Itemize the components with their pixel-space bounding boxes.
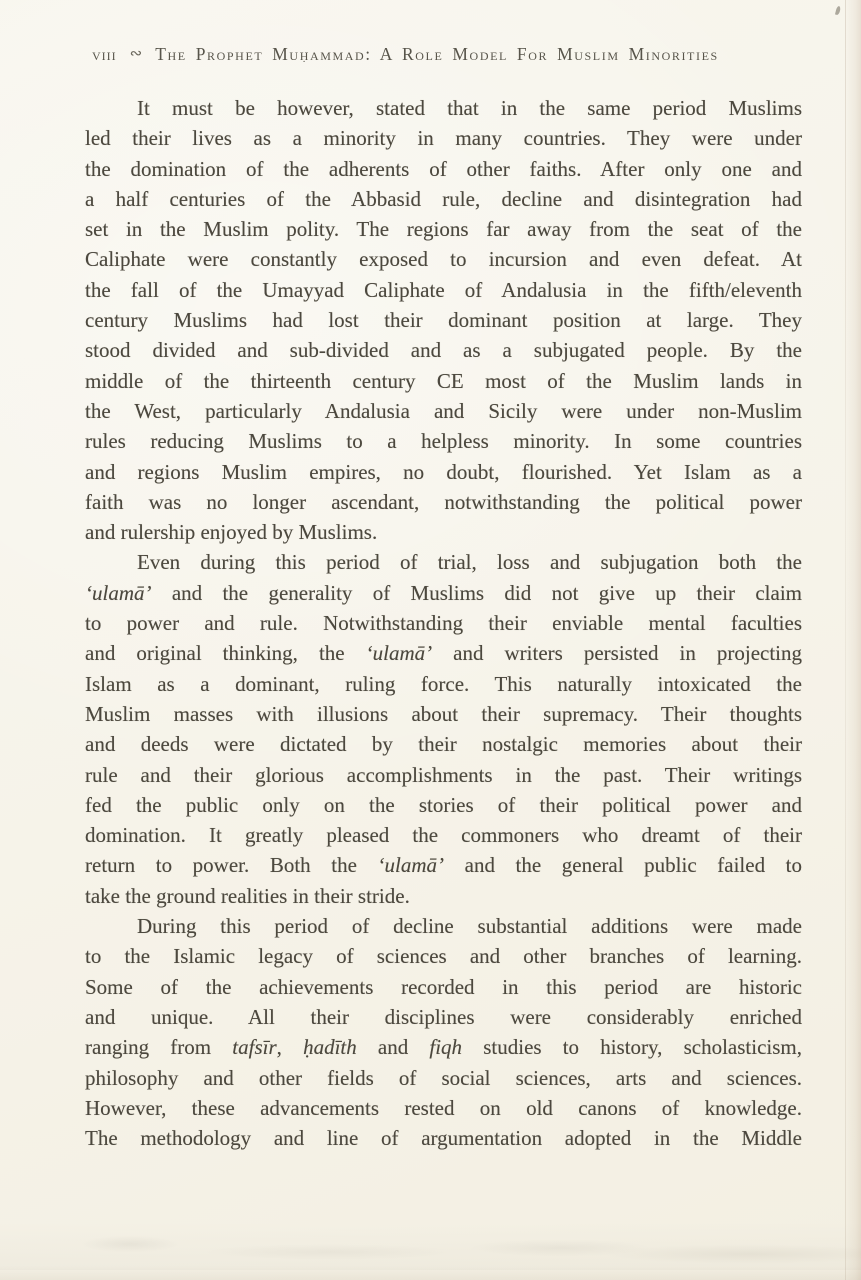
text-segment: Muslim masses with illusions about their supremacy. Their thoughts	[85, 701, 802, 726]
text-segment: to the Islamic legacy of sciences and other branches of learning.	[85, 944, 802, 969]
text-line	[85, 820, 802, 850]
text-line	[85, 426, 802, 456]
italic-term: ‘ulamā’	[85, 580, 152, 605]
text-line	[85, 154, 802, 184]
text-segment: Some of the achievements recorded in this period are historic	[85, 974, 802, 999]
text-line	[85, 396, 802, 426]
text-segment: Islam as a dominant, ruling force. This naturally intoxicated the	[85, 671, 802, 696]
text-segment: rules reducing Muslims to a helpless minority. In some countries	[85, 429, 802, 454]
text-segment: and original thinking, the	[85, 641, 366, 666]
text-line	[85, 1002, 802, 1032]
text-line	[85, 1032, 802, 1062]
text-segment: studies to history, scholasticism,	[462, 1035, 802, 1060]
text-segment: ranging from	[85, 1035, 233, 1060]
text-line	[85, 487, 802, 517]
text-line	[85, 123, 802, 153]
running-title: The Prophet Muḥammad: A Role Model For Muslim Minorities	[155, 44, 719, 64]
text-line	[85, 305, 802, 335]
page-number: viii	[92, 44, 117, 64]
text-line	[85, 911, 802, 941]
page-edge-line	[845, 0, 846, 1280]
text-line	[85, 669, 802, 699]
header-ornament-icon: ∾	[129, 44, 143, 62]
text-segment: and rulership enjoyed by Muslims.	[85, 520, 378, 545]
text-line	[85, 941, 802, 971]
text-segment: stood divided and sub-divided and as a subjugated people. By the	[85, 338, 802, 363]
text-line	[85, 699, 802, 729]
text-segment: faith was no longer ascendant, notwithstanding the political power	[85, 489, 802, 514]
text-line	[85, 93, 802, 123]
text-segment: take the ground realities in their stride.	[85, 883, 410, 908]
text-segment: domination. It greatly pleased the commoners who dreamt of their	[85, 823, 802, 848]
text-line	[85, 1063, 802, 1093]
text-segment: and the general public failed to	[444, 853, 802, 878]
text-segment: the fall of the Umayyad Caliphate of Andalusia in the fifth/eleventh	[85, 277, 802, 302]
text-line	[85, 638, 802, 668]
text-segment: the domination of the adherents of other faiths. After only one and	[85, 156, 802, 181]
text-segment: However, these advancements rested on old canons of knowledge.	[85, 1095, 802, 1120]
text-segment: rule and their glorious accomplishments in the past. Their writings	[85, 762, 802, 787]
paragraph	[85, 547, 802, 911]
text-line	[85, 275, 802, 305]
text-line	[85, 184, 802, 214]
text-segment: to power and rule. Notwithstanding their enviable mental faculties	[85, 611, 802, 636]
text-segment: fed the public only on the stories of their political power and	[85, 792, 802, 817]
text-segment: and	[356, 1035, 430, 1060]
text-segment: and regions Muslim empires, no doubt, flourished. Yet Islam as a	[85, 459, 802, 484]
text-line	[85, 972, 802, 1002]
text-line	[85, 850, 802, 880]
text-segment: philosophy and other fields of social sciences, arts and sciences.	[85, 1065, 802, 1090]
italic-term: ‘ulamā’	[365, 641, 433, 666]
text-segment: middle of the thirteenth century CE most of the Muslim lands in	[85, 368, 802, 393]
text-line	[85, 335, 802, 365]
text-line	[85, 517, 802, 547]
text-segment: and deeds were dictated by their nostalgic memories about their	[85, 732, 802, 757]
text-line	[85, 790, 802, 820]
text-line	[85, 214, 802, 244]
text-segment: set in the Muslim polity. The regions far away from the seat of the	[85, 217, 802, 242]
text-segment: a half centuries of the Abbasid rule, decline and disintegration had	[85, 186, 802, 211]
text-segment: led their lives as a minority in many countries. They were under	[85, 126, 802, 151]
text-segment: Caliphate were constantly exposed to incursion and even defeat. At	[85, 247, 802, 272]
paragraph	[85, 93, 802, 547]
text-segment: the West, particularly Andalusia and Sicily were under non-Muslim	[85, 398, 802, 423]
scan-speck-icon	[835, 6, 841, 16]
page-edge-shadow	[845, 0, 861, 1280]
page-body	[85, 93, 802, 1153]
text-segment: It must be however, stated that in the same period Muslims	[137, 96, 802, 120]
text-line	[85, 760, 802, 790]
text-segment: century Muslims had lost their dominant position at large. They	[85, 308, 802, 333]
italic-term: ḥadīth	[303, 1035, 357, 1060]
text-segment: During this period of decline substantial additions were made	[137, 914, 802, 939]
text-line	[85, 366, 802, 396]
text-line	[85, 881, 802, 911]
scan-artifact-bottom	[0, 1222, 861, 1270]
text-line	[85, 729, 802, 759]
text-line	[85, 457, 802, 487]
text-segment: ,	[276, 1035, 304, 1060]
text-segment: and the generality of Muslims did not give up their claim	[151, 580, 802, 605]
running-header	[92, 44, 821, 65]
text-line	[85, 578, 802, 608]
text-line	[85, 547, 802, 577]
paragraph	[85, 911, 802, 1153]
italic-term: ‘ulamā’	[377, 853, 445, 878]
text-segment: and writers persisted in projecting	[432, 641, 803, 666]
text-segment: return to power. Both the	[85, 853, 378, 878]
text-line	[85, 1093, 802, 1123]
text-segment: The methodology and line of argumentation adopted in the Middle	[85, 1126, 802, 1151]
text-segment: and unique. All their disciplines were considerably enriched	[85, 1004, 802, 1029]
text-line	[85, 244, 802, 274]
text-segment: Even during this period of trial, loss and subjugation both the	[137, 550, 802, 575]
italic-term: fiqh	[429, 1035, 463, 1060]
italic-term: tafsīr	[232, 1035, 277, 1060]
text-line	[85, 1123, 802, 1153]
text-line	[85, 608, 802, 638]
